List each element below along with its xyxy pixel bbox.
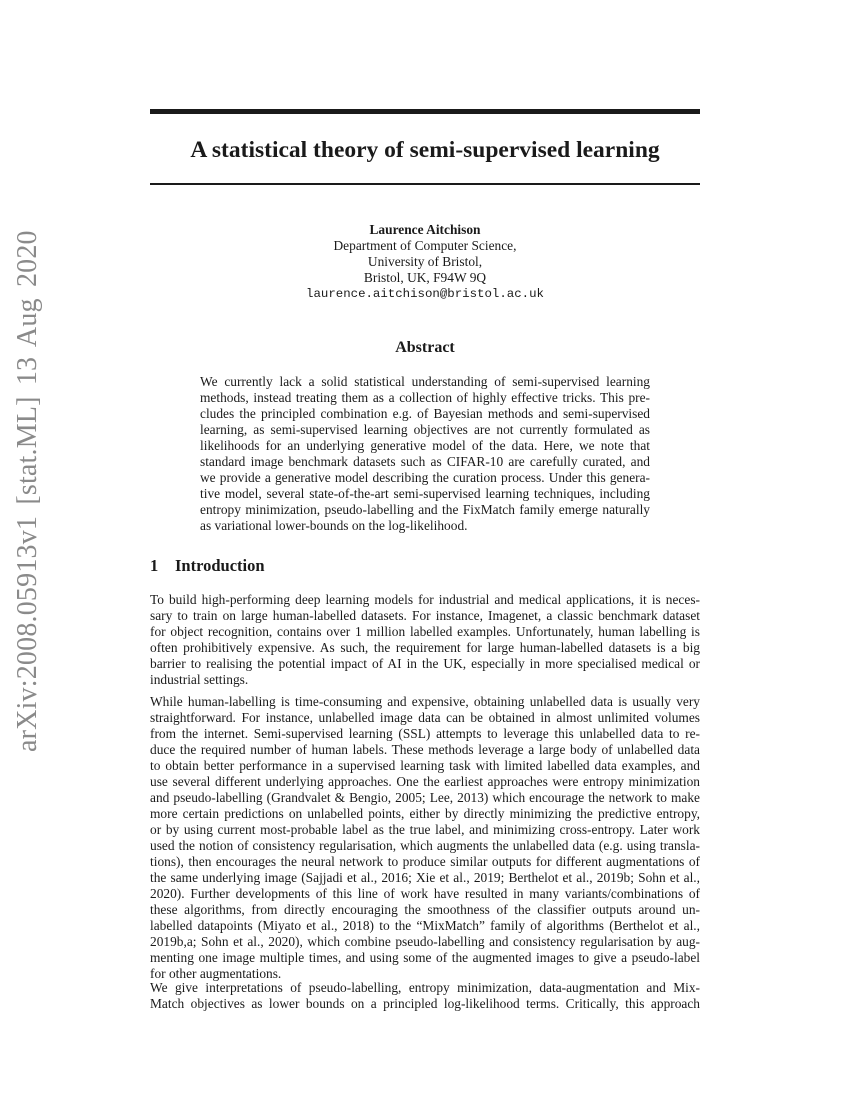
body-line: from the internet. Semi-supervised learning (SSL) attempts to leverage this unlabelled data to re-: [150, 726, 700, 741]
abstract-line: tive model, several state-of-the-art semi-supervised learning techniques, including: [200, 486, 650, 501]
body-line: To build high-performing deep learning models for industrial and medical applications, it is neces-: [150, 592, 700, 607]
author-block: [150, 222, 700, 302]
body-line: and pseudo-labelling (Grandvalet & Bengio, 2005; Lee, 2013) which encourage the network to make: [150, 790, 700, 805]
abstract-line: standard image benchmark datasets such as CIFAR-10 are carefully curated, and: [200, 454, 650, 469]
body-line: While human-labelling is time-consuming and expensive, obtaining unlabelled data is usually very: [150, 694, 700, 709]
body-line: 2020). Further developments of this line of work have resulted in many variants/combinations of: [150, 886, 700, 901]
abstract-heading: Abstract: [395, 339, 455, 356]
abstract-body: [200, 374, 650, 534]
abstract-line: likelihoods for an underlying generative model of the data. Here, we note that: [200, 438, 650, 453]
body-line: labelled datapoints (Miyato et al., 2018) to the “MixMatch” family of algorithms (Berthelot et al.,: [150, 918, 700, 933]
section-number: 1: [150, 556, 159, 575]
body-line: Match objectives as lower bounds on a principled log-likelihood terms. Critically, this approach: [150, 996, 700, 1011]
body-line: straightforward. For instance, unlabelled image data can be obtained in almost unlimited volumes: [150, 710, 700, 725]
body-line: used the notion of consistency regularisation, which augments the unlabelled data (e.g. using transla-: [150, 838, 700, 853]
author-email: laurence.aitchison@bristol.ac.uk: [306, 287, 544, 301]
body-line: more certain predictions on unlabelled points, either by directly minimizing the predictive entropy,: [150, 806, 700, 821]
body-line: for object recognition, contains over 1 million labelled examples. Unfortunately, human labelling is: [150, 624, 700, 639]
abstract-line: learning, as semi-supervised learning objectives are not currently formulated as: [200, 422, 650, 437]
title-bottom-rule: [150, 183, 700, 185]
section-title: Introduction: [175, 556, 265, 575]
title-top-rule: [150, 109, 700, 114]
body-line: tions), then encourages the neural network to produce similar outputs for different augmentations of: [150, 854, 700, 869]
abstract-line: as variational lower-bounds on the log-likelihood.: [200, 518, 468, 533]
intro-paragraph-1: [150, 592, 700, 688]
abstract-line: methods, instead treating them as a collection of highly effective tricks. This pre-: [200, 390, 650, 405]
abstract-line: entropy minimization, pseudo-labelling and the FixMatch family emerge naturally: [200, 502, 650, 517]
affiliation-line: Department of Computer Science,: [333, 238, 517, 253]
body-line: duce the required number of human labels. These methods leverage a large body of unlabelled data: [150, 742, 700, 757]
intro-paragraph-3: [150, 980, 700, 1012]
body-line: use several different underlying approaches. One the earliest approaches were entropy minimization: [150, 774, 700, 789]
affiliation-line: Bristol, UK, F94W 9Q: [363, 270, 487, 285]
body-line: for other augmentations.: [150, 966, 282, 981]
body-line: We give interpretations of pseudo-labelling, entropy minimization, data-augmentation and Mix-: [150, 980, 700, 995]
body-line: or by using current most-probable label as the true label, and minimizing cross-entropy. Later work: [150, 822, 700, 837]
paper-title: A statistical theory of semi-supervised learning: [190, 137, 660, 163]
body-line: often prohibitively expensive. As such, the requirement for large human-labelled datasets is a big: [150, 640, 700, 655]
body-line: barrier to realising the potential impact of AI in the UK, especially in more specialised medical or: [150, 656, 700, 671]
abstract-line: cludes the principled combination e.g. of Bayesian methods and semi-supervised: [200, 406, 650, 421]
body-line: to obtain better performance in a supervised learning task with limited labelled data examples, and: [150, 758, 700, 773]
abstract-line: we provide a generative model describing the curation process. Under this genera-: [200, 470, 650, 485]
arxiv-identifier-stamp: arXiv:2008.05913v1 [stat.ML] 13 Aug 2020: [12, 230, 43, 752]
body-line: menting one image multiple times, and using some of the augmented images to give a pseudo-label: [150, 950, 700, 965]
body-line: the same underlying image (Sajjadi et al., 2016; Xie et al., 2019; Berthelot et al., 2019b; Sohn et al.,: [150, 870, 700, 885]
author-name: Laurence Aitchison: [369, 222, 481, 237]
section-heading-introduction: [150, 556, 265, 576]
abstract-line: We currently lack a solid statistical understanding of semi-supervised learning: [200, 374, 650, 389]
body-line: sary to train on large human-labelled datasets. For instance, Imagenet, a classic benchmark dataset: [150, 608, 700, 623]
affiliation-line: University of Bristol,: [367, 254, 483, 269]
body-line: these algorithms, from directly encouraging the smoothness of the classifier outputs around un-: [150, 902, 700, 917]
body-line: 2019b,a; Sohn et al., 2020), which combine pseudo-labelling and consistency regularisation by aug-: [150, 934, 700, 949]
body-line: industrial settings.: [150, 672, 249, 687]
intro-paragraph-2: [150, 694, 700, 982]
